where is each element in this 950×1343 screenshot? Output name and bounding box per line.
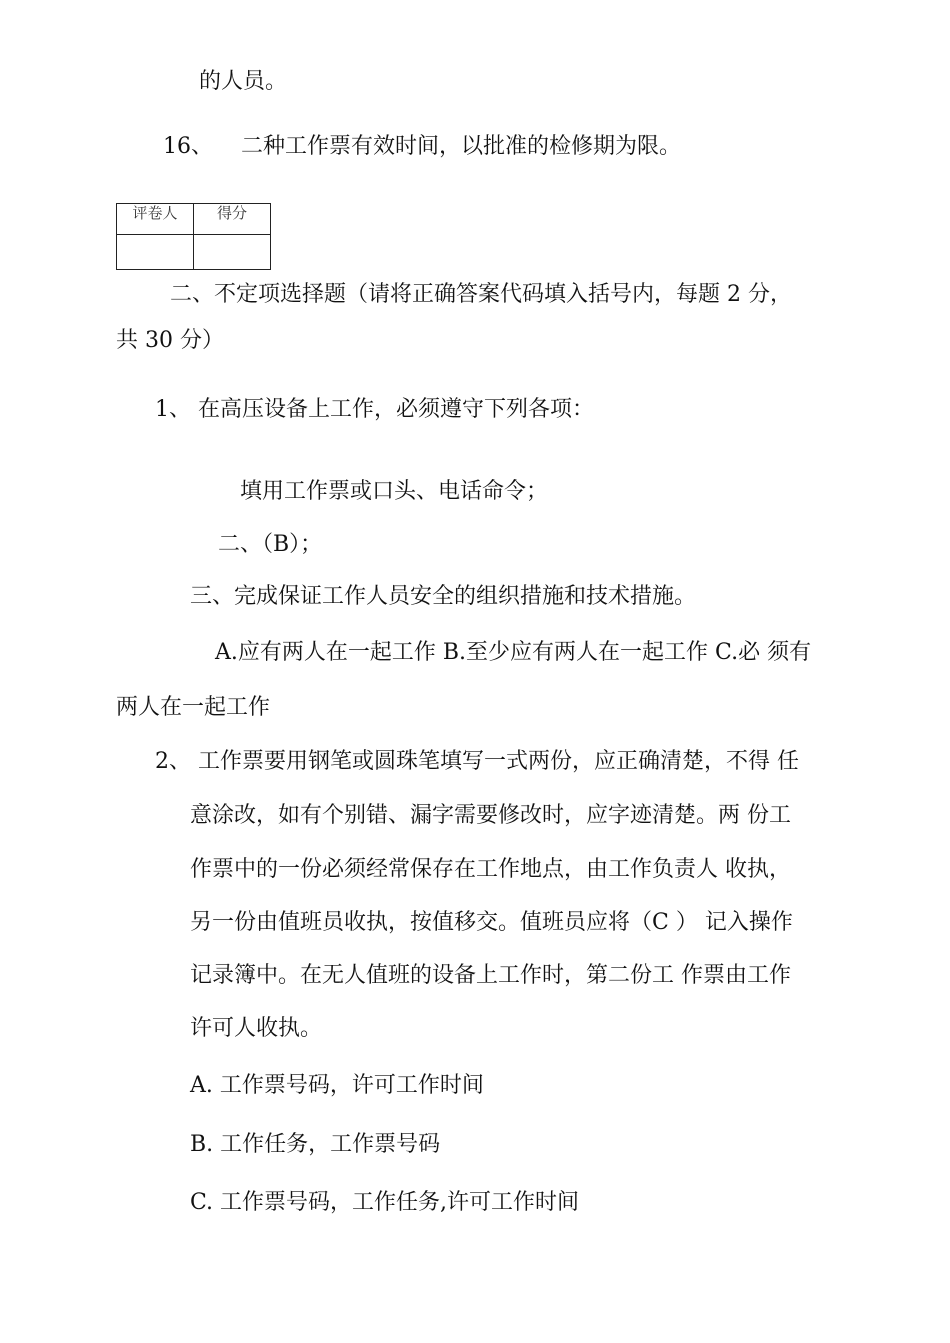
q1-item-3: 三、完成保证工作人员安全的组织措施和技术措施。 bbox=[190, 584, 697, 609]
question-2-line: 意涂改，如有个别错、漏字需要修改时，应字迹清楚。两 份工 bbox=[190, 803, 791, 828]
q2-option-b: B. 工作任务，工作票号码 bbox=[190, 1132, 441, 1157]
question-number: 16、 bbox=[163, 134, 213, 159]
question-2: 2、 工作票要用钢笔或圆珠笔填写一式两份，应正确清楚，不得 任 bbox=[155, 749, 799, 774]
question-2-line: 另一份由值班员收执，按值移交。值班员应将（C ） 记入操作 bbox=[190, 910, 793, 935]
q1-item-2: 二、（B）； bbox=[218, 532, 323, 557]
score-header: 得分 bbox=[194, 204, 271, 235]
q2-option-a: A. 工作票号码，许可工作时间 bbox=[190, 1073, 484, 1098]
score-table bbox=[116, 203, 271, 270]
text-line: 的人员。 bbox=[199, 69, 288, 94]
section-heading: 二、不定项选择题（请将正确答案代码填入括号内，每题 2 分， bbox=[170, 282, 792, 307]
q2-option-c: C. 工作票号码，工作任务,许可工作时间 bbox=[190, 1190, 580, 1215]
q1-options: A.应有两人在一起工作 B.至少应有两人在一起工作 C.必 须有 bbox=[215, 640, 812, 665]
question-text: 二种工作票有效时间，以批准的检修期为限。 bbox=[241, 134, 682, 159]
section-heading-cont: 共 30 分） bbox=[116, 328, 224, 353]
q1-item-1: 填用工作票或口头、电话命令； bbox=[240, 479, 549, 504]
score-cell bbox=[194, 235, 271, 270]
q1-options-cont: 两人在一起工作 bbox=[116, 695, 271, 720]
question-1: 1、 在高压设备上工作，必须遵守下列各项： bbox=[155, 397, 594, 422]
grader-cell bbox=[117, 235, 194, 270]
question-2-line: 记录簿中。在无人值班的设备上工作时，第二份工 作票由工作 bbox=[190, 963, 791, 988]
question-2-line: 许可人收执。 bbox=[190, 1016, 323, 1041]
grader-header: 评卷人 bbox=[117, 204, 194, 235]
question-2-line: 作票中的一份必须经常保存在工作地点，由工作负责人 收执， bbox=[190, 857, 791, 882]
